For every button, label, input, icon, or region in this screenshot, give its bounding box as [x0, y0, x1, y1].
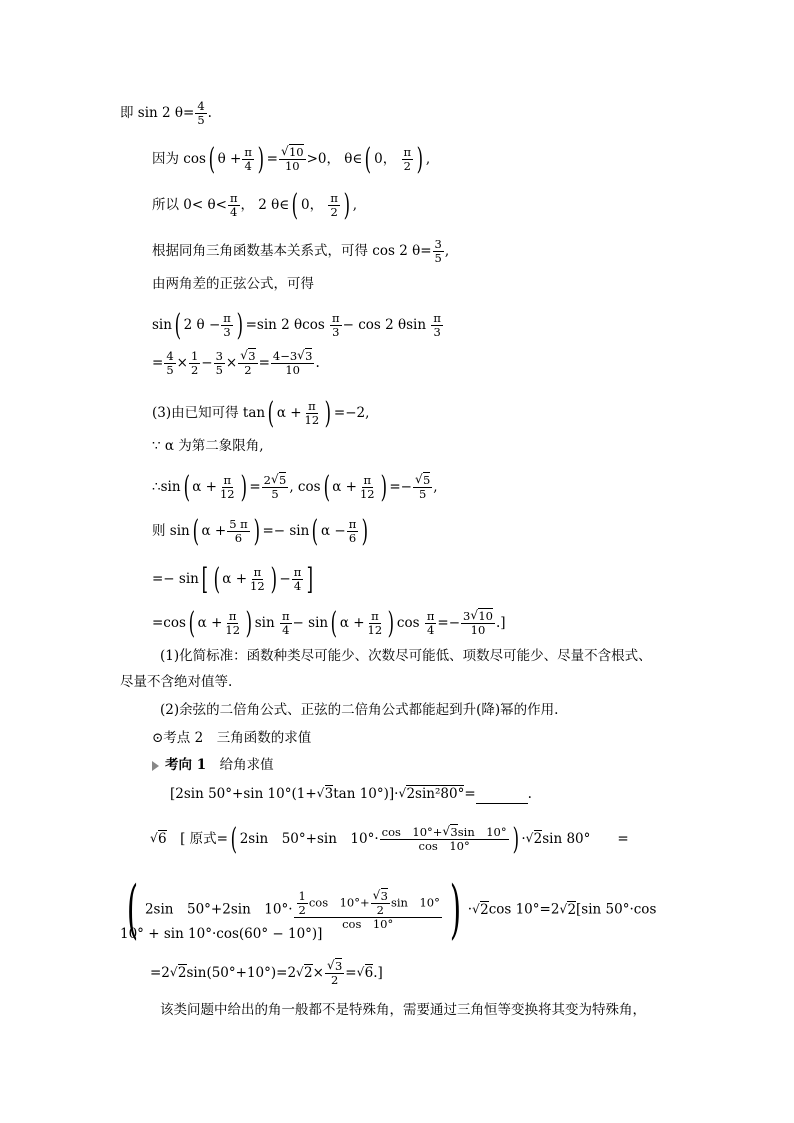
line-11: 则 sin( α + $\frac{5 \pi}{6}$ ) =− sin( α − $\frac{\pi}{6}$ )	[152, 513, 369, 549]
line-20: √ 6 [ 原式=( 2sin 50°+sin 10°· $\frac{\cos 10^\circ+√ 3\sin 10^\circ}{\cos 10^\circ}$ ) ·√ 2sin 80° =	[150, 826, 629, 853]
line-3: 所以 0< θ< $\frac{\pi}{4}$ ， 2 θ∈( 0， $\frac{\pi}{2}$ ) ,	[152, 187, 357, 223]
answer-blank[interactable]	[476, 789, 528, 804]
line-16: (2)余弦的二倍角公式、正弦的二倍角公式都能起到升(降)幂的作用.	[160, 702, 559, 718]
line-15: 尽量不含绝对值等.	[120, 674, 233, 690]
question-line: [2sin 50°+sin 10°(1+√ 3tan 10°)]·√ 2sin²80°= .	[170, 784, 532, 804]
line-2: 因为 cos( θ + $\frac{\pi}{4}$ ) = √ $\frac{10}{10}$ >0， θ∈( 0， $\frac{\pi}{2}$ ) ,	[152, 146, 430, 173]
line-12: =− sin[ ( α + $\frac{\pi}{12}$ ) − $\frac{\pi}{4}$ ]	[152, 561, 314, 597]
line-4: 根据同角三角函数基本关系式，可得 cos 2 θ= $\frac{3}{5}$ ,	[152, 237, 450, 265]
line-1: 即 sin 2 θ= $\frac{4}{5}$ .	[120, 99, 212, 127]
line-23: =2√ 2sin(50°+10°)=2√ 2× √ $\frac{3}{2}$ =√ 6.]	[150, 960, 383, 987]
subsection-label: 考向 1	[165, 757, 207, 773]
line-6: sin( 2 θ − $\frac{\pi}{3}$ ) =sin 2 θcos $\frac{\pi}{3}$ − cos 2 θsin $\frac{\pi}{3}$	[152, 307, 441, 343]
line-8: (3)由已知可得 tan( α + $\frac{\pi}{12}$ ) =−2,	[152, 395, 370, 431]
fraction: $\frac{4}{5}$	[197, 99, 205, 127]
section-title: ⊙考点 2 三角函数的求值	[152, 730, 312, 746]
subsection-title	[152, 755, 274, 775]
line-21: ( 2sin 50°+2sin 10°· $\frac{1}{2}$ cos 10°+ √ $\frac{3}{2}$ sin 10° cos 10° ) ·√ 2cos 10°=2√ 2[sin 50°·cos	[120, 882, 656, 938]
line-13: =cos( α + $\frac{\pi}{12}$ ) sin $\frac{\pi}{4}$ − sin( α + $\frac{\pi}{12}$ ) cos $\frac{\pi}{4}$ =− $\frac{3√ 10}{10}$ .]	[152, 610, 506, 637]
line-7: = $\frac{4}{5}$ × $\frac{1}{2}$ − $\frac{3}{5}$ × √ $\frac{3}{2}$ = $\frac{4-3√ 3}{10}$ .	[152, 350, 320, 377]
line-24: 该类问题中给出的角一般都不是特殊角，需要通过三角恒等变换将其变为特殊角，	[160, 1002, 646, 1018]
line-14: (1)化简标准：函数种类尽可能少、次数尽可能低、项数尽可能少、尽量不含根式、	[160, 648, 652, 664]
line-10: ∴sin( α + $\frac{\pi}{12}$ ) = $\frac{2√ 5}{5}$ , cos( α + $\frac{\pi}{12}$ ) =− √ $\frac{5}{5}$ ,	[152, 474, 438, 501]
subsection-text: 给角求值	[219, 757, 274, 773]
triangle-marker-icon	[152, 761, 159, 771]
line-5: 由两角差的正弦公式，可得	[152, 276, 314, 292]
line-22: 10° + sin 10°·cos(60° − 10°)]	[120, 926, 323, 942]
text-ji: 即 sin 2 θ=	[120, 105, 195, 121]
line-9: ∵ α 为第二象限角,	[152, 438, 264, 454]
